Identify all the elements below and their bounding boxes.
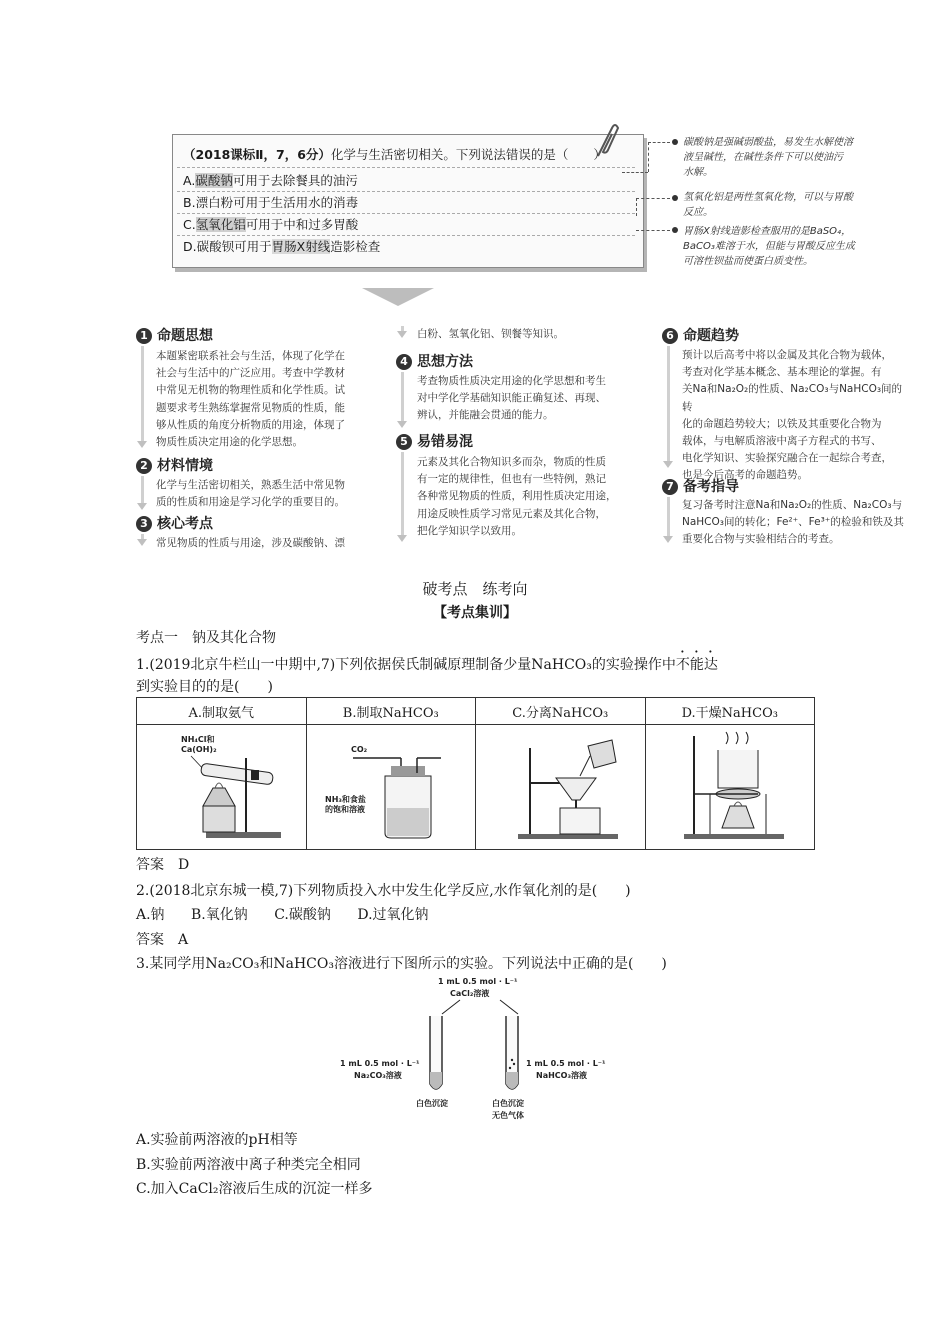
section-text-1: 本题紧密联系社会与生活，体现了化学在 社会与生活中的广泛应用。考查中学教材 中常见无机物的物理性质和化学性质。试 题要求考生熟练掌握常见物质的性质，能 够从性质的角度分析物质的用途，体现了 物质性质决定用途的化学思想。 [156,350,345,449]
section-text-4: 考查物质性质决定用途的化学思想和考生 对中学化学基础知识能正确复述、再现、 辨认，并能融会贯通的能力。 [417,375,606,422]
svg-text:1 mL 0.5 mol · L⁻¹: 1 mL 0.5 mol · L⁻¹ [340,1059,420,1068]
divider [177,235,635,236]
flow-line [401,372,404,422]
flow-line [667,346,670,462]
option-d: D.过氧化钠 [357,907,429,923]
section-heading-2: 2 材料情境 [136,455,213,475]
svg-text:白色沉淀: 白色沉淀 [492,1099,524,1108]
apparatus-d [645,725,815,850]
question-3-option-a: A.实验前两溶液的pH相等 [136,1132,298,1148]
svg-text:NaHCO₃溶液: NaHCO₃溶液 [536,1071,587,1080]
note-connector [622,172,648,173]
test-tube-experiment-diagram [330,972,630,1128]
handwritten-note-a: 碳酸钠是强碱弱酸盐，易发生水解使溶 液呈碱性，在碱性条件下可以使油污 水解。 [683,137,853,178]
paperclip-icon [590,122,620,162]
question-2-options [136,904,429,924]
apparatus-a [137,725,307,850]
ammonia-setup-diagram [151,728,291,843]
option-b: B.氧化钠 [191,907,248,923]
note-connector [636,198,670,199]
svg-text:Na₂CO₃溶液: Na₂CO₃溶液 [354,1071,402,1080]
answer-1: 答案 D [136,857,190,873]
flow-line [667,497,670,537]
section-heading-6: 6 命题趋势 [662,325,739,345]
question-3-option-c: C.加入CaCl₂溶液后生成的沉淀一样多 [136,1181,373,1197]
section-heading-3: 3 核心考点 [136,513,213,533]
section-text-6: 预计以后高考中将以金属及其化合物为载体， 考查对化学基本概念、基本理论的掌握。有 关Na和Na₂O₂的性质、Na₂CO₃与NaHCO₃间的转 化的命题趋势较大；以铁及其重要化合物为 载体，与电解质溶液中离子方程式的书写、 电化学知识、实验探究融合在一起综合考查， 也是今后高考的命题趋势。 [682,349,903,482]
table-header: C.分离NaHCO₃ [476,698,646,725]
flow-line [401,452,404,536]
svg-text:Ca(OH)₂: Ca(OH)₂ [181,744,217,754]
bullet-icon [670,137,680,147]
svg-text:白色沉淀: 白色沉淀 [416,1099,448,1108]
svg-text:CaCl₂溶液: CaCl₂溶液 [450,989,490,998]
apparatus-b [306,725,476,850]
table-header: D.干燥NaHCO₃ [645,698,815,725]
question-stem [183,145,606,163]
example-question-card [172,134,644,268]
section-text-2: 化学与生活密切相关，熟悉生活中常见物 质的性质和用途是学习化学的重要目的。 [156,479,345,509]
question-1-line2: 到实验目的的是( ) [136,679,273,695]
topic-heading: 考点一 钠及其化合物 [136,630,276,646]
svg-text:NH₃和食盐: NH₃和食盐 [324,794,366,804]
bullet-icon [670,193,680,203]
question-3: 3.某同学用Na₂CO₃和NaHCO₃溶液进行下图所示的实验。下列说法中正确的是( ) [136,956,667,972]
flow-line [141,476,144,504]
table-header: A.制取氨气 [137,698,307,725]
note-connector [648,142,670,143]
table-header: B.制取NaHCO₃ [306,698,476,725]
svg-text:CO₂: CO₂ [350,744,367,754]
section-text-3a: 常见物质的性质与用途，涉及碳酸钠、漂 [156,537,345,549]
option-d: D.碳酸钡可用于胃肠X射线造影检查 [183,239,381,254]
bicarbonate-setup-diagram [321,728,461,843]
question-2: 2.(2018北京东城一模,7)下列物质投入水中发生化学反应,水作氧化剂的是( ) [136,883,631,899]
note-connector [648,142,649,172]
filtration-setup-diagram [490,728,630,843]
handwritten-note-d: 胃肠X射线造影检查服用的是BaSO₄， BaCO₃难溶于水，但能与胃酸反应生成 可溶性钡盐而使蛋白质变性。 [683,226,855,267]
section-heading-4: 4 思想方法 [396,351,473,371]
svg-text:的饱和溶液: 的饱和溶液 [324,804,365,814]
question-text: 化学与生活密切相关。下列说法错误的是（ ） [330,147,606,162]
option-b: B.漂白粉可用于生活用水的消毒 [183,195,359,210]
section-subtitle: 【考点集训】 [433,605,517,621]
svg-text:无色气体: 无色气体 [492,1111,524,1120]
section-text-3b: 白粉、氢氧化铝、钡餐等知识。 [417,328,564,340]
apparatus-table [136,697,815,850]
note-connector [636,230,670,231]
option-c: C.碳酸钠 [274,907,331,923]
question-1-line1: 1.(2019北京牛栏山一中期中,7)下列依据侯氏制碱原理制备少量NaHCO₃的实验操作中不能达 [136,657,718,673]
section-heading-5: 5 易错易混 [396,431,473,451]
flow-line [141,346,144,442]
note-connector [636,198,637,216]
apparatus-c [476,725,646,850]
divider [177,213,635,214]
option-c: C.氢氧化铝可用于中和过多胃酸 [183,217,359,232]
section-heading-1: 1 命题思想 [136,325,213,345]
handwritten-note-c: 氢氧化铝是两性氢氧化物，可以与胃酸 反应。 [683,192,853,218]
divider [177,191,635,192]
answer-2: 答案 A [136,932,189,948]
section-text-5: 元素及其化合物知识多而杂，物质的性质 有一定的规律性，但也有一些特例，熟记 各种常见物质的性质，利用性质决定用途， 用途反映性质学习常见元素及其化合物， 把化学知识学以致用。 [417,456,617,537]
drying-setup-diagram [660,728,800,843]
svg-text:1 mL 0.5 mol · L⁻¹: 1 mL 0.5 mol · L⁻¹ [438,977,518,986]
option-a: A.钠 [136,907,165,923]
question-source: （2018课标Ⅱ，7，6分） [183,147,331,162]
bullet-icon [670,225,680,235]
question-3-option-b: B.实验前两溶液中离子种类完全相同 [136,1157,361,1173]
divider [177,167,635,168]
flow-line [401,326,404,332]
svg-text:NH₄Cl和: NH₄Cl和 [181,734,215,744]
flow-line [141,534,144,540]
section-heading-7: 7 备考指导 [662,476,739,496]
svg-text:1 mL 0.5 mol · L⁻¹: 1 mL 0.5 mol · L⁻¹ [526,1059,606,1068]
section-text-7: 复习备考时注意Na和Na₂O₂的性质、Na₂CO₃与 NaHCO₃间的转化；Fe²⁺、Fe³⁺的检验和铁及其 重要化合物与实验相结合的考查。 [682,499,904,546]
down-arrow-icon [362,288,434,306]
option-a: A.碳酸钠可用于去除餐具的油污 [183,173,358,188]
section-title: 破考点 练考向 [422,580,528,598]
